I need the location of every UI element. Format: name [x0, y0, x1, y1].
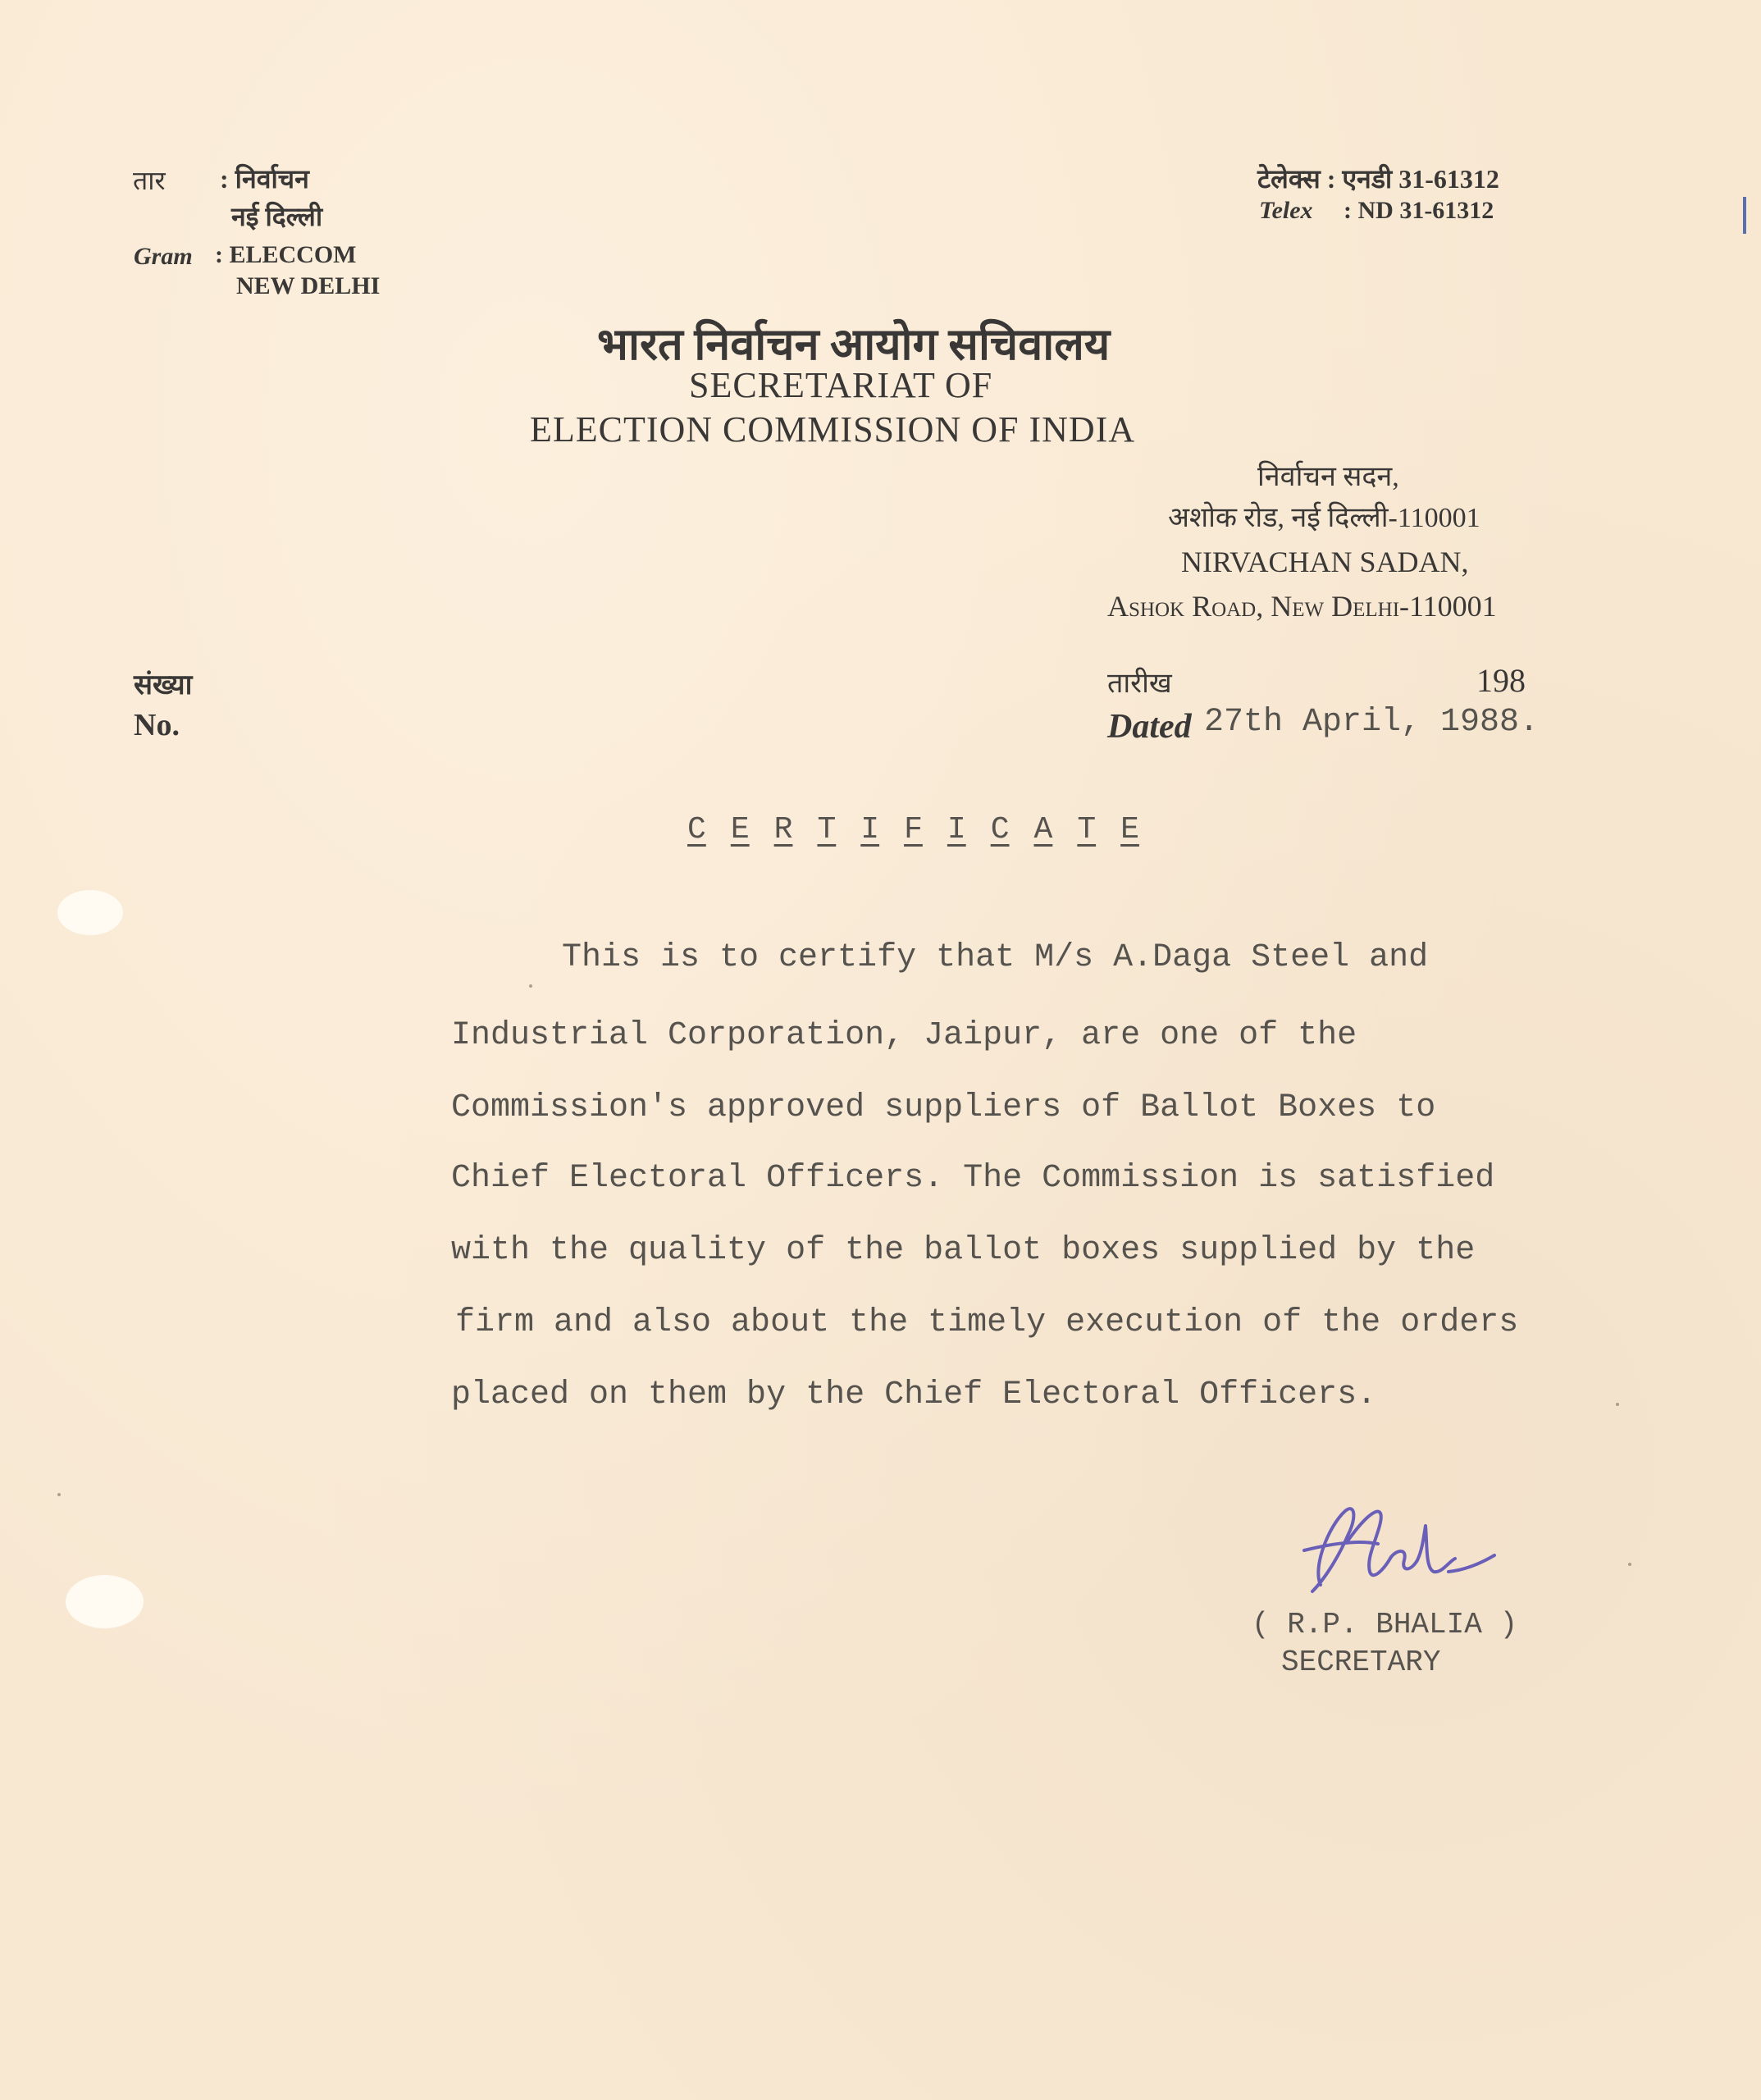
title-letter: I: [947, 812, 966, 847]
paper-hole-bottom: [66, 1575, 144, 1628]
body-line-3: Commission's approved suppliers of Ballot Boxes to: [451, 1089, 1436, 1126]
telex-en-value: : ND 31-61312: [1344, 197, 1494, 224]
title-letter: T: [1077, 812, 1097, 847]
title-letter: T: [817, 812, 837, 847]
gram-en-line1: : ELECCOM: [215, 241, 357, 268]
address-en-line2: Ashok Road, New Delhi-110001: [1107, 590, 1497, 623]
title-letter: I: [860, 812, 880, 847]
no-english-label: No.: [134, 708, 180, 742]
body-line-1: This is to certify that M/s A.Daga Steel and: [562, 939, 1429, 976]
telex-hi: टेलेक्स : एनडी 31-61312: [1257, 164, 1499, 194]
address-hi-line2: अशोक रोड, नई दिल्ली-110001: [1168, 503, 1480, 533]
body-line-7: placed on them by the Chief Electoral Officers.: [451, 1376, 1377, 1413]
title-letter: E: [730, 812, 750, 847]
gram-hi-line1: : निर्वाचन: [220, 164, 309, 194]
paper-speck: [57, 1493, 61, 1496]
handwritten-signature: [1288, 1493, 1501, 1604]
title-letter: A: [1033, 812, 1053, 847]
body-line-4: Chief Electoral Officers. The Commission is satisfied: [451, 1160, 1495, 1197]
gram-en-line2: NEW DELHI: [236, 272, 381, 299]
title-letter: C: [687, 812, 706, 847]
telex-en-label: Telex: [1259, 197, 1313, 224]
date-hindi-label: तारीख: [1107, 669, 1172, 699]
title-english-line1: SECRETARIAT OF: [689, 365, 993, 405]
paper-speck: [1628, 1563, 1631, 1566]
paper-speck: [529, 984, 532, 988]
gram-en-label: Gram: [134, 243, 193, 270]
title-letter: C: [990, 812, 1010, 847]
certificate-title: [687, 812, 1164, 847]
body-line-6: firm and also about the timely execution of the orders: [455, 1304, 1519, 1341]
title-letter: E: [1120, 812, 1139, 847]
no-hindi-label: संख्या: [134, 670, 193, 701]
title-letter: F: [904, 812, 923, 847]
date-year-printed: 198: [1476, 662, 1526, 699]
title-english-line2: ELECTION COMMISSION OF INDIA: [530, 409, 1136, 450]
title-letter: R: [773, 812, 793, 847]
body-line-5: with the quality of the ballot boxes supplied by the: [451, 1232, 1476, 1269]
signatory-designation: SECRETARY: [1281, 1646, 1441, 1679]
address-hi-line1: निर्वाचन सदन,: [1257, 462, 1399, 492]
paper-speck: [1616, 1403, 1619, 1406]
date-value: 27th April, 1988.: [1204, 704, 1540, 741]
signatory-name: ( R.P. BHALIA ): [1252, 1608, 1518, 1641]
address-en-line1: NIRVACHAN SADAN,: [1181, 546, 1469, 578]
margin-ink-mark: [1743, 197, 1746, 234]
gram-hi-line2: नई दिल्ली: [231, 202, 323, 231]
gram-hi-label: तार: [133, 166, 166, 195]
body-line-2: Industrial Corporation, Jaipur, are one of the: [451, 1017, 1357, 1054]
title-hindi: भारत निर्वाचन आयोग सचिवालय: [597, 320, 1111, 369]
paper-hole-top: [57, 890, 123, 935]
date-english-label: Dated: [1107, 708, 1192, 746]
